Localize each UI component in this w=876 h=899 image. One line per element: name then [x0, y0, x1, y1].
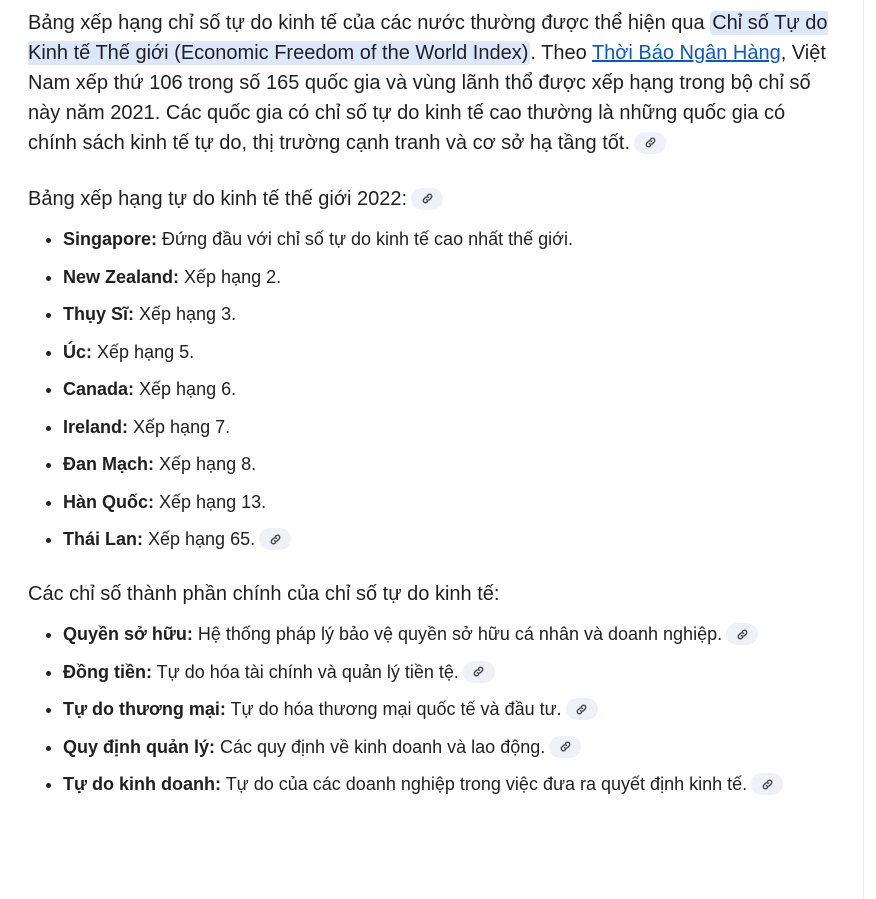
item-text: Hệ thống pháp lý bảo vệ quyền sở hữu cá nhân và doanh nghiệp. [192, 624, 723, 644]
item-label: Quy định quản lý: [63, 736, 215, 757]
ranking-heading [28, 184, 828, 214]
item-text: Tự do hóa thương mại quốc tế và đầu tư. [225, 699, 562, 719]
list-item [63, 734, 828, 761]
link-icon [269, 533, 282, 546]
intro-text-1: Bảng xếp hạng chỉ số tự do kinh tế của các nước thường được thể hiện qua [28, 12, 711, 34]
list-item [63, 771, 828, 798]
citation-chip[interactable] [566, 698, 598, 720]
link-icon [421, 192, 434, 205]
item-text: Tự do hóa tài chính và quản lý tiền tệ. [151, 661, 459, 682]
link-icon [472, 665, 485, 678]
item-label: Singapore: [63, 229, 158, 249]
list-item [63, 339, 828, 366]
list-item [63, 621, 828, 648]
citation-chip[interactable] [751, 773, 783, 795]
list-item [63, 526, 828, 553]
ranking-list [28, 226, 828, 553]
item-label: Quyền sở hữu: [63, 624, 193, 644]
item-text: Xếp hạng 13. [154, 491, 267, 512]
item-label: Ireland: [63, 416, 129, 437]
list-item [63, 451, 828, 478]
citation-chip[interactable] [726, 623, 758, 645]
list-item [63, 226, 828, 253]
response-content [28, 8, 828, 809]
components-list [28, 621, 828, 798]
item-text: Xếp hạng 3. [134, 304, 237, 324]
components-heading [28, 579, 828, 609]
item-label: Tự do thương mại: [63, 699, 226, 719]
item-text: Xếp hạng 7. [128, 416, 231, 437]
citation-chip[interactable] [634, 132, 666, 154]
item-text: Xếp hạng 65. [143, 529, 256, 549]
list-item [63, 376, 828, 403]
source-link[interactable]: Thời Báo Ngân Hàng [591, 42, 781, 64]
citation-chip[interactable] [259, 528, 291, 550]
item-text: Xếp hạng 8. [154, 454, 257, 474]
item-text: Xếp hạng 2. [179, 266, 282, 287]
item-label: Thái Lan: [63, 529, 143, 549]
intro-paragraph [28, 8, 828, 158]
item-label: Tự do kinh doanh: [63, 774, 222, 794]
list-item [63, 696, 828, 723]
item-label: Đan Mạch: [63, 454, 155, 474]
list-item [63, 489, 828, 516]
citation-chip[interactable] [463, 661, 495, 683]
list-item [63, 264, 828, 291]
highlighted-term[interactable]: Chỉ số Tự do Kinh tế Thế giới (Economic Freedom of the World Index) [28, 12, 828, 64]
item-text: Xếp hạng 5. [92, 341, 195, 362]
intro-text-3: , Việt Nam xếp thứ 106 trong số 165 quốc gia và vùng lãnh thổ được xếp hạng trong bộ chỉ số này năm 2021. Các quốc gia có chỉ số tự do kinh tế cao thường là những quốc gia có chính sách kinh tế tự do, thị trường cạnh tranh và cơ sở hạ tầng tốt. [28, 42, 826, 154]
link-icon [736, 628, 749, 641]
list-item [63, 301, 828, 328]
item-text: Tự do của các doanh nghiệp trong việc đưa ra quyết định kinh tế. [221, 774, 748, 794]
item-text: Xếp hạng 6. [134, 379, 237, 399]
citation-chip[interactable] [411, 188, 443, 210]
link-icon [559, 740, 572, 753]
ranking-heading-text: Bảng xếp hạng tự do kinh tế thế giới 2022: [28, 188, 407, 210]
list-item [63, 659, 828, 686]
item-text: Đứng đầu với chỉ số tự do kinh tế cao nhất thế giới. [157, 229, 573, 249]
link-icon [644, 136, 657, 149]
item-label: Úc: [63, 341, 93, 362]
list-item [63, 414, 828, 441]
link-icon [575, 703, 588, 716]
citation-chip[interactable] [549, 736, 581, 758]
item-label: Thụy Sĩ: [63, 304, 134, 324]
item-label: Canada: [63, 379, 135, 399]
components-heading-text: Các chỉ số thành phần chính của chỉ số tự do kinh tế: [28, 583, 500, 605]
item-label: New Zealand: [63, 266, 180, 287]
link-icon [761, 778, 774, 791]
item-text: Các quy định về kinh doanh và lao động. [215, 736, 546, 757]
item-label: Hàn Quốc: [63, 491, 155, 512]
item-label: Đồng tiền: [63, 661, 152, 682]
intro-text-2: . Theo [530, 42, 592, 64]
scrollbar[interactable] [863, 0, 876, 899]
